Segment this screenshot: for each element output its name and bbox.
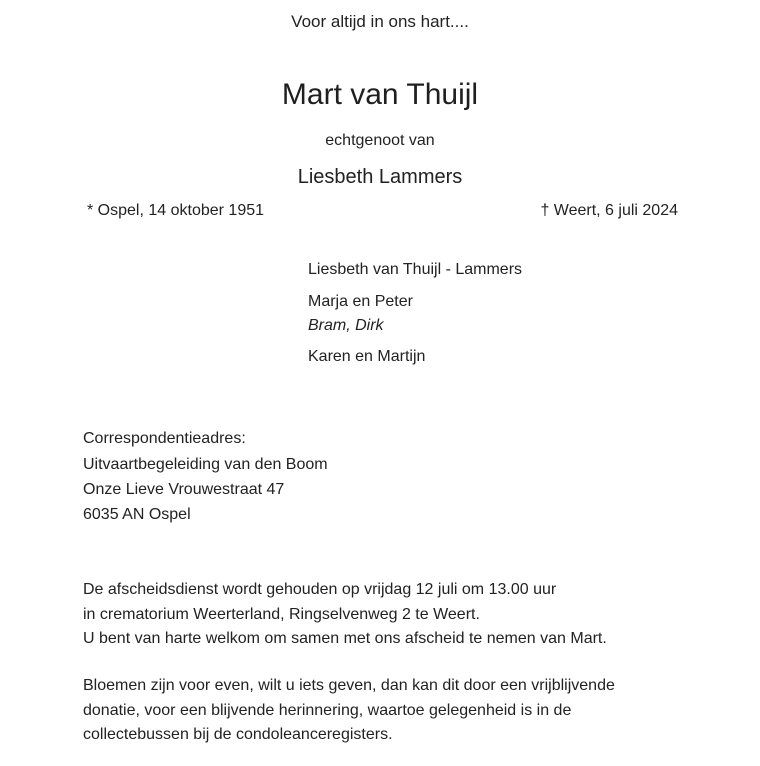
correspondence-city: 6035 AN Ospel	[83, 506, 191, 523]
family-line-1: Liesbeth van Thuijl - Lammers	[308, 261, 523, 278]
flowers-line: collectebussen bij de condoleanceregisters.	[83, 726, 393, 743]
flowers-paragraph	[83, 674, 615, 748]
spouse-name: Liesbeth Lammers	[297, 166, 463, 188]
death-date: † Weert, 6 juli 2024	[540, 202, 678, 219]
correspondence-org: Uitvaartbegeleiding van den Boom	[83, 456, 328, 473]
birth-date: * Ospel, 14 oktober 1951	[87, 202, 265, 219]
service-paragraph	[83, 578, 607, 652]
flowers-line: Bloemen zijn voor even, wilt u iets geven, dan kan dit door een vrijblijvende	[83, 677, 615, 694]
motto: Voor altijd in ons hart....	[291, 12, 469, 31]
family-line-3: Karen en Martijn	[308, 348, 426, 365]
deceased-name: Mart van Thuijl	[281, 78, 479, 111]
relation-text: echtgenoot van	[325, 132, 435, 149]
family-line-2-children: Bram, Dirk	[308, 317, 384, 334]
service-line: U bent van harte welkom om samen met ons afscheid te nemen van Mart.	[83, 630, 607, 647]
correspondence-street: Onze Lieve Vrouwestraat 47	[83, 481, 285, 498]
flowers-line: donatie, voor een blijvende herinnering, waartoe gelegenheid is in de	[83, 701, 572, 719]
correspondence-label: Correspondentieadres:	[83, 430, 246, 447]
service-line: in crematorium Weerterland, Ringselvenweg 2 te Weert.	[83, 605, 480, 623]
service-line: De afscheidsdienst wordt gehouden op vrijdag 12 juli om 13.00 uur	[83, 581, 557, 598]
family-line-2: Marja en Peter	[308, 293, 413, 310]
